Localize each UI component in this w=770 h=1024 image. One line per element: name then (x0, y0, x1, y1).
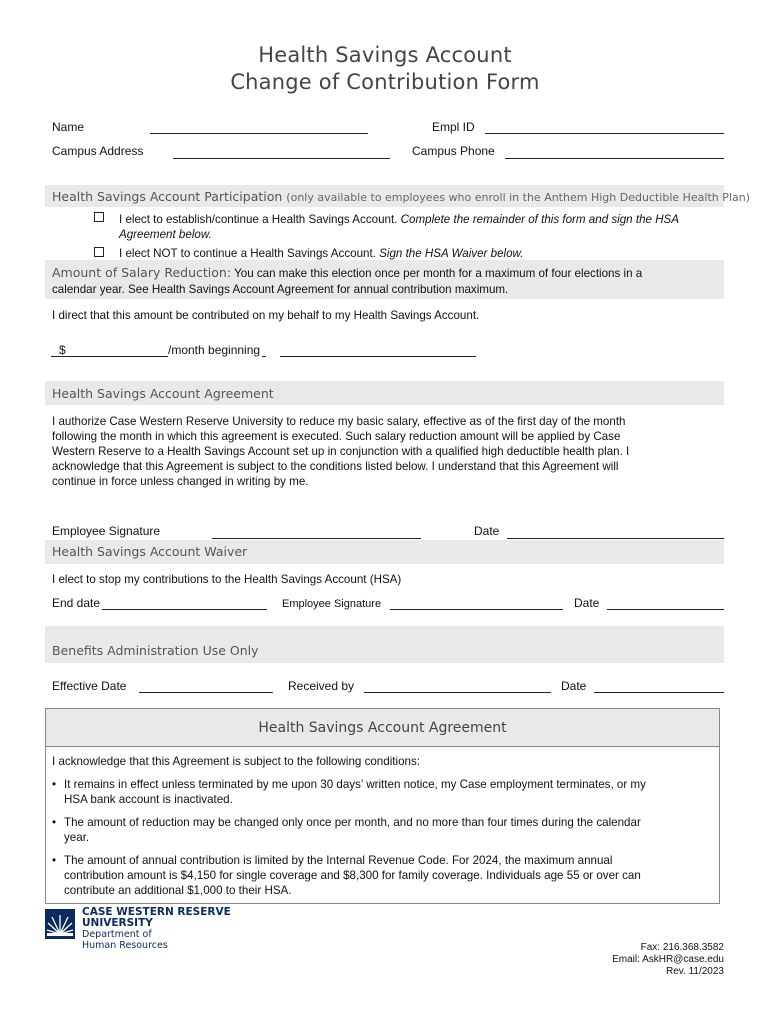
elect-not-continue-label: I elect NOT to continue a Health Savings Account. (119, 247, 380, 260)
salary-reduction-text-2: calendar year. See Health Savings Account Agreement for annual contribution maximum. (52, 283, 509, 296)
admin-heading: Benefits Administration Use Only (52, 643, 259, 658)
agreement-date-label: Date (474, 524, 500, 538)
end-date-field[interactable] (102, 609, 267, 610)
name-label: Name (52, 120, 85, 134)
fax-number: Fax: 216.368.3582 (640, 942, 724, 953)
campus-address-label: Campus Address (52, 144, 144, 158)
admin-date-field[interactable] (594, 692, 724, 693)
emplid-label: Empl ID (432, 120, 475, 134)
conditions-body (46, 747, 719, 898)
elect-not-continue-checkbox[interactable] (94, 247, 104, 257)
bullet-icon: • (52, 854, 57, 867)
elect-continue-checkbox[interactable] (94, 212, 104, 222)
dollar-sign: $ (59, 343, 66, 357)
logo-line-4: Human Resources (82, 940, 168, 951)
agreement-line: continue in force unless changed in writing by me. (52, 475, 309, 488)
agreement-line: Western Reserve to a Health Savings Account set up in conjunction with a qualified high deductible health plan. I (52, 445, 630, 458)
agreement-paragraph (52, 414, 732, 489)
list-item (52, 815, 713, 845)
direct-text: I direct that this amount be contributed on my behalf to my Health Savings Account. (52, 309, 480, 322)
participation-heading-text: Health Savings Account Participation (52, 189, 283, 204)
salary-reduction-heading (52, 265, 722, 281)
logo-line-1: CASE WESTERN RESERVE (82, 906, 231, 918)
bullet-line: contribute an additional $1,000 to their HSA. (64, 884, 292, 897)
elect-continue-text (119, 212, 719, 242)
month-beginning-label: /month beginning (168, 343, 261, 357)
waiver-signature-field[interactable] (390, 609, 563, 610)
received-by-field[interactable] (364, 692, 551, 693)
bullet-line: It remains in effect unless terminated by me upon 30 days’ written notice, my Case employment terminates, or my (64, 778, 646, 791)
bullet-line: The amount of annual contribution is limited by the Internal Revenue Code. For 2024, the maximum annual (64, 854, 613, 867)
conditions-heading: Health Savings Account Agreement (258, 719, 507, 736)
end-date-label: End date (52, 596, 101, 610)
admin-date-label: Date (561, 679, 587, 693)
elect-not-continue-instruction: Sign the HSA Waiver below. (379, 247, 524, 260)
participation-heading-note: (only available to employees who enroll in the Anthem High Deductible Health Plan) (286, 191, 750, 204)
campus-address-field[interactable] (173, 158, 390, 159)
employee-signature-field[interactable] (212, 538, 421, 539)
elect-not-continue-text (119, 246, 719, 261)
list-item (52, 853, 713, 898)
month-beginning-field[interactable] (280, 356, 476, 357)
effective-date-label: Effective Date (52, 679, 127, 693)
waiver-heading: Health Savings Account Waiver (52, 544, 248, 559)
conditions-box (45, 708, 720, 904)
email-address: Email: AskHR@case.edu (612, 954, 724, 965)
employee-signature-label: Employee Signature (52, 524, 161, 538)
footer-contact (612, 942, 724, 978)
agreement-heading: Health Savings Account Agreement (52, 386, 274, 401)
elect-continue-label: I elect to establish/continue a Health Savings Account. (119, 213, 401, 226)
conditions-intro: I acknowledge that this Agreement is subject to the following conditions: (52, 755, 420, 768)
bullet-icon: • (52, 778, 57, 791)
university-seal-icon (45, 909, 75, 939)
salary-reduction-text-1: You can make this election once per month for a maximum of four elections in a (234, 267, 643, 280)
revision-date: Rev. 11/2023 (665, 966, 724, 977)
effective-date-field[interactable] (139, 692, 273, 693)
bullet-line: The amount of reduction may be changed only once per month, and no more than four times during the calendar (64, 816, 641, 829)
form-title-line1: Health Savings Account (258, 43, 512, 67)
salary-reduction-title: Amount of Salary Reduction: (52, 265, 232, 280)
form-title-line2: Change of Contribution Form (230, 70, 540, 94)
waiver-text: I elect to stop my contributions to the Health Savings Account (HSA) (52, 573, 402, 586)
conditions-header (46, 709, 719, 747)
received-by-label: Received by (288, 679, 355, 693)
emplid-field[interactable] (485, 133, 724, 134)
campus-phone-field[interactable] (505, 158, 724, 159)
campus-phone-label: Campus Phone (412, 144, 495, 158)
waiver-signature-label: Employee Signature (282, 598, 382, 610)
list-item (52, 777, 713, 807)
name-field[interactable] (150, 133, 368, 134)
bullet-line: HSA bank account is inactivated. (64, 793, 233, 806)
university-logo-text (82, 907, 231, 951)
waiver-date-field[interactable] (607, 609, 724, 610)
agreement-date-field[interactable] (507, 538, 724, 539)
participation-heading (52, 189, 750, 206)
agreement-line: I authorize Case Western Reserve University to reduce my basic salary, effective as of the first day of the month (52, 415, 626, 428)
bullet-icon: • (52, 816, 57, 829)
logo-line-2: UNIVERSITY (82, 917, 153, 929)
bullet-line: year. (64, 831, 90, 844)
agreement-line: acknowledge that this Agreement is subject to the conditions listed below. I understand that this Agreement will (52, 460, 619, 473)
elect-continue-instruction: Complete the remainder of this form and sign the HSA Agreement below. (119, 213, 679, 241)
agreement-line: following the month in which this agreement is executed. Such salary reduction amount will be applied by Case (52, 430, 621, 443)
bullet-line: contribution amount is $4,150 for single coverage and $8,300 for family coverage. Individuals age 55 or over can (64, 869, 641, 882)
waiver-date-label: Date (574, 596, 600, 610)
logo-line-3: Department of (82, 929, 152, 940)
